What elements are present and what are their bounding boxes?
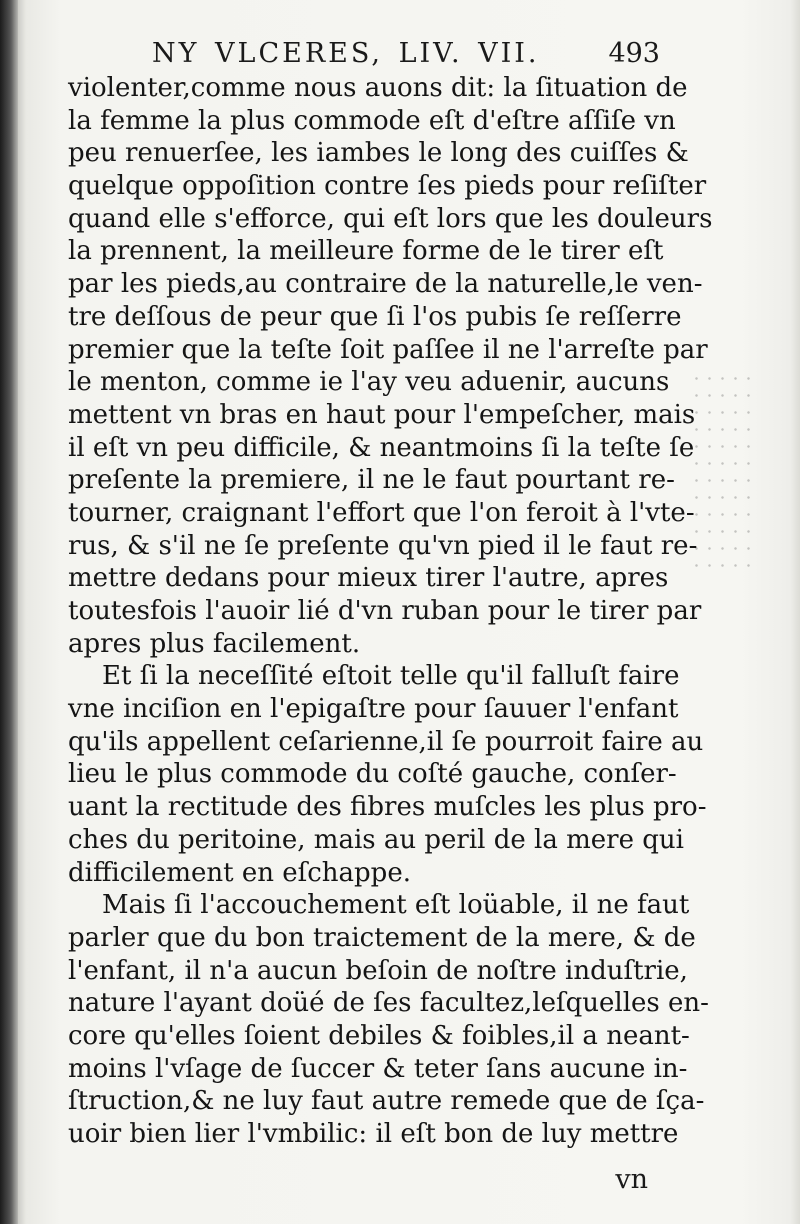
text-line: ſtruction,& ne luy faut autre remede que de ſça-: [68, 1086, 705, 1117]
text-line: parler que du bon traictement de la mere, & de: [68, 922, 696, 953]
text-line: premier que la teſte ſoit paſſee il ne l'arreſte par: [68, 334, 708, 365]
text-line: uoir bien lier l'vmbilic: il eſt bon de luy mettre: [68, 1119, 679, 1149]
text-line: par les pieds,au contraire de la naturelle,le ven-: [68, 269, 703, 300]
text-line: toutesfois l'auoir lié d'vn ruban pour le tirer par: [68, 596, 702, 626]
text-line: nature l'ayant doüé de ſes facultez,leſquelles en-: [68, 988, 709, 1019]
running-head: NY VLCERES, LIV. VII.: [152, 38, 540, 69]
text-line: core qu'elles ſoient debiles & foibles,il a neant-: [68, 1020, 690, 1051]
text-line: vne inciſion en l'epigaſtre pour ſauuer l'enfant: [68, 694, 679, 725]
text-line: violenter,comme nous auons dit: la ſituation de: [68, 73, 688, 103]
text-line: mettre dedans pour mieux tirer l'autre, apres: [68, 563, 669, 594]
paper-speckle: [690, 370, 750, 570]
text-line: preſente la premiere, il ne le faut pourtant re-: [68, 465, 675, 496]
text-line: le menton, comme ie l'ay veu aduenir, aucuns: [68, 367, 670, 398]
text-line: quand elle s'efforce, qui eſt lors que les douleurs: [68, 203, 713, 234]
page-header: [70, 38, 660, 74]
text-line: qu'ils appellent ceſarienne,il ſe pourroit faire au: [68, 726, 704, 757]
text-line: quelque oppoſition contre ſes pieds pour reſiſter: [68, 171, 707, 202]
paragraph-start-line: Mais ſi l'accouchement eſt loüable, il ne faut: [102, 890, 690, 921]
text-line: rus, & s'il ne ſe preſente qu'vn pied il le faut re-: [68, 530, 698, 561]
text-line: difficilement en eſchappe.: [68, 857, 411, 888]
text-line: mettent vn bras en haut pour l'empeſcher, mais: [68, 399, 696, 430]
page-number: 493: [608, 38, 660, 69]
binding-shadow: [0, 0, 18, 1224]
text-line: ches du peritoine, mais au peril de la mere qui: [68, 824, 684, 855]
text-line: uant la rectitude des fibres muſcles les plus pro-: [68, 792, 707, 823]
text-line: apres plus facilement.: [68, 628, 361, 659]
text-line: la prennent, la meilleure forme de le tirer eſt: [68, 236, 664, 267]
body-text: [68, 72, 713, 1151]
text-line: tre deſſous de peur que ſi l'os pubis ſe reſſerre: [68, 301, 682, 332]
paragraph-start-line: Et ſi la neceſſité eſtoit telle qu'il falluſt faire: [102, 661, 680, 692]
text-line: l'enfant, il n'a aucun beſoin de noſtre induſtrie,: [68, 955, 688, 986]
text-line: tourner, craignant l'effort que l'on feroit à l'vte-: [68, 497, 695, 528]
text-line: la femme la plus commode eſt d'eſtre aſſiſe vn: [68, 105, 676, 136]
text-line: lieu le plus commode du coſté gauche, conſer-: [68, 759, 677, 790]
text-line: peu renuerſee, les iambes le long des cuiſſes &: [68, 138, 689, 169]
text-line: moins l'vſage de ſuccer & teter ſans aucune in-: [68, 1053, 688, 1084]
catchword: vn: [615, 1164, 648, 1195]
text-line: il eſt vn peu difficile, & neantmoins ſi la teſte ſe: [68, 432, 695, 463]
